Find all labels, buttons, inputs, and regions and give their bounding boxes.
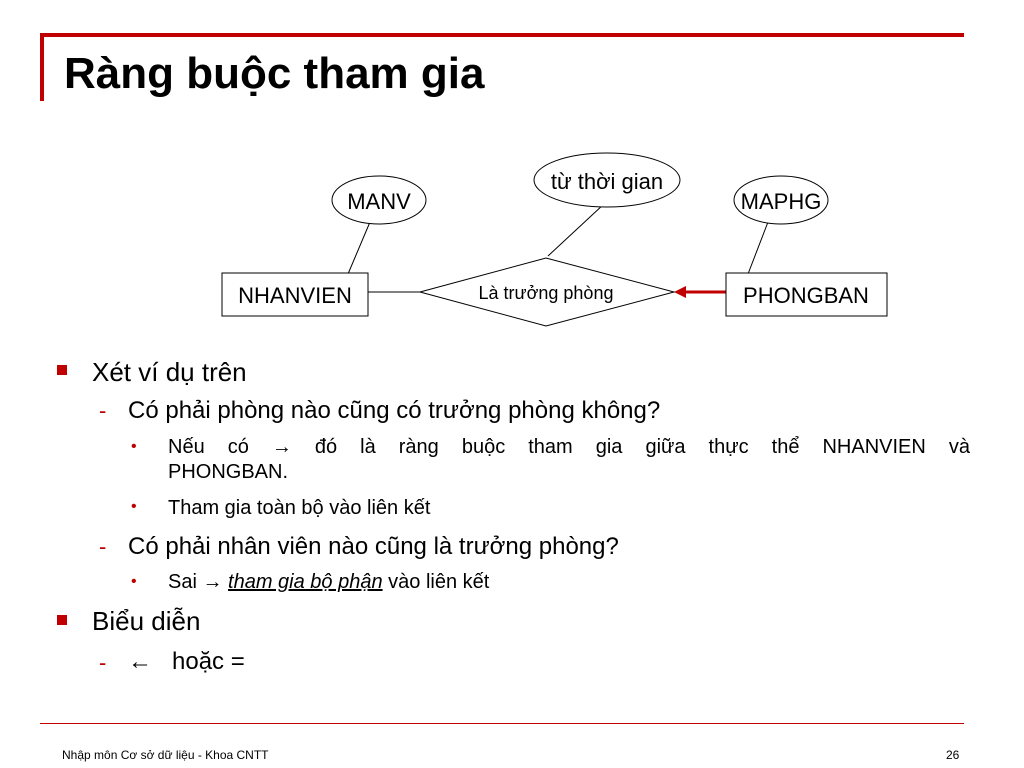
maphg-link	[748, 222, 768, 274]
manv-link	[348, 222, 370, 274]
entity-nhanvien-label: NHANVIEN	[238, 283, 352, 308]
dash-marker: -	[99, 398, 107, 423]
sai-suffix: vào liên kết	[388, 571, 490, 593]
er-diagram	[0, 0, 1024, 340]
bullet-l1-bieu-dien: Biểu diễn	[92, 606, 201, 636]
sai-prefix: Sai →	[168, 571, 223, 593]
bullet-l2-notation	[128, 648, 245, 676]
footer-page-number: 26	[946, 748, 960, 762]
footer-divider	[40, 723, 964, 724]
bullet-l3-sai	[168, 571, 489, 594]
bullet-l2-nhan-vien-truong-phong: Có phải nhân viên nào cũng là trưởng phòng?	[128, 533, 619, 560]
dash-marker: -	[99, 534, 107, 559]
dot-marker: •	[131, 438, 137, 455]
attr-time-label: từ thời gian	[550, 169, 664, 194]
notation-text: hoặc =	[172, 648, 245, 675]
bullet-l1-xet-vi-du: Xét ví dụ trên	[92, 357, 247, 387]
bullet-l2-phong-truong-phong: Có phải phòng nào cũng có trưởng phòng không?	[128, 397, 661, 424]
square-bullet-icon	[57, 365, 67, 375]
dot-marker: •	[131, 573, 137, 590]
bullet-l3-neu-co-line1: Nếu có → đó là ràng buộc tham gia giữa thực thể NHANVIEN và	[168, 436, 970, 458]
dot-marker: •	[131, 498, 137, 515]
bullet-l3-neu-co-line2: PHONGBAN.	[168, 461, 289, 483]
attr-maphg-label: MAPHG	[740, 189, 822, 214]
attr-manv-label: MANV	[347, 189, 411, 214]
left-arrow-icon: ←	[128, 648, 152, 675]
entity-phongban-label: PHONGBAN	[743, 283, 869, 308]
slide-title: Ràng buộc tham gia	[64, 49, 485, 98]
square-bullet-icon	[57, 615, 67, 625]
time-link	[548, 204, 604, 256]
footer-course: Nhập môn Cơ sở dữ liệu - Khoa CNTT	[62, 748, 269, 762]
bullet-l3-tham-gia-toan-bo: Tham gia toàn bộ vào liên kết	[168, 497, 431, 519]
partial-participation-term: tham gia bộ phận	[228, 571, 383, 593]
relationship-label: Là trưởng phòng	[478, 283, 614, 303]
dash-marker: -	[99, 650, 107, 675]
